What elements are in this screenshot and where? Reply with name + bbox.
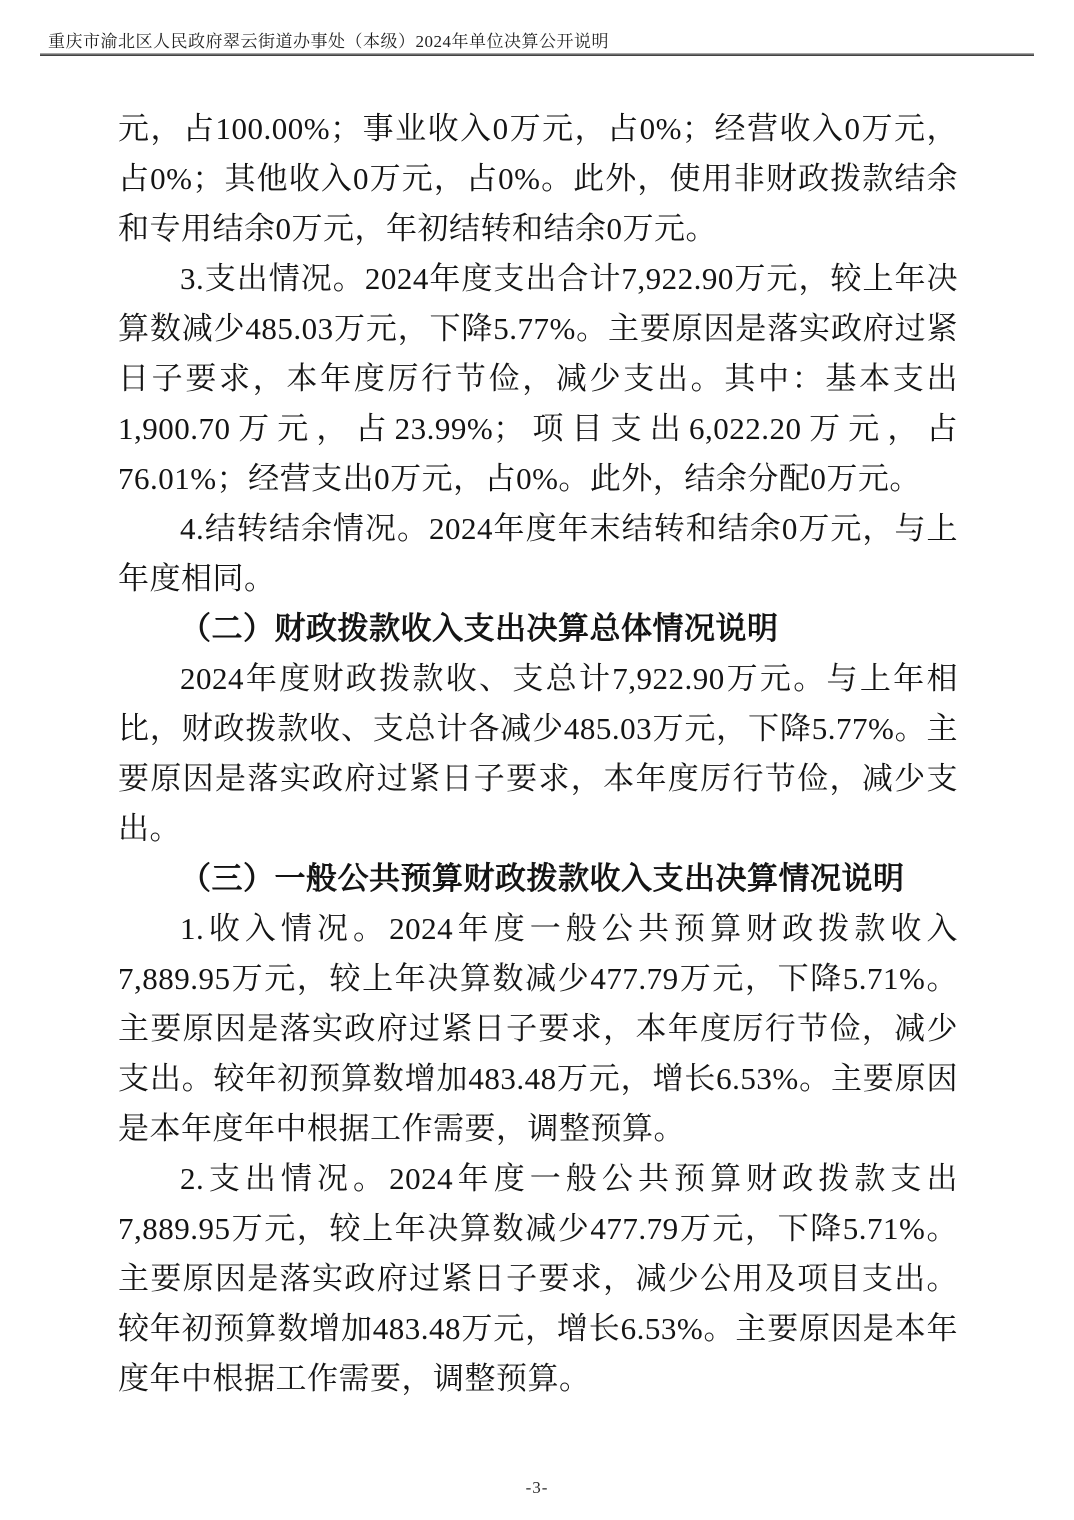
header-divider bbox=[40, 53, 1034, 56]
paragraph-general-budget-expenditure: 2.支出情况。2024年度一般公共预算财政拨款支出7,889.95万元，较上年决算数减少477.79万元，下降5.71%。主要原因是落实政府过紧日子要求，减少公用及项目支出。较年初预算数增加483.48万元，增长6.53%。主要原因是本年度年中根据工作需要，调整预算。 bbox=[118, 1161, 958, 1396]
paragraph-income-continuation: 元，占100.00%；事业收入0万元，占0%；经营收入0万元，占0%；其他收入0万元，占0%。此外，使用非财政拨款结余和专用结余0万元，年初结转和结余0万元。 bbox=[118, 111, 958, 246]
page-number: -3- bbox=[525, 1478, 549, 1497]
document-body bbox=[118, 104, 958, 1404]
header-title: 重庆市渝北区人民政府翠云街道办事处（本级）2024年单位决算公开说明 bbox=[48, 32, 609, 51]
paragraph-fiscal-appropriation-total: 2024年度财政拨款收、支总计7,922.90万元。与上年相比，财政拨款收、支总计各减少485.03万元，下降5.77%。主要原因是落实政府过紧日子要求，本年度厉行节俭，减少支出。 bbox=[118, 661, 958, 846]
heading-section-two: （二）财政拨款收入支出决算总体情况说明 bbox=[180, 611, 779, 646]
heading-section-three: （三）一般公共预算财政拨款收入支出决算情况说明 bbox=[180, 861, 905, 896]
paragraph-carryover-balance: 4.结转结余情况。2024年度年末结转和结余0万元，与上年度相同。 bbox=[118, 511, 958, 596]
paragraph-general-budget-income: 1.收入情况。2024年度一般公共预算财政拨款收入7,889.95万元，较上年决算数减少477.79万元，下降5.71%。主要原因是落实政府过紧日子要求，本年度厉行节俭，减少支出。较年初预算数增加483.48万元，增长6.53%。主要原因是本年度年中根据工作需要，调整预算。 bbox=[118, 911, 958, 1146]
page-footer bbox=[0, 1478, 1074, 1498]
paragraph-expenditure-overview: 3.支出情况。2024年度支出合计7,922.90万元，较上年决算数减少485.03万元，下降5.77%。主要原因是落实政府过紧日子要求，本年度厉行节俭，减少支出。其中：基本支出1,900.70万元，占23.99%；项目支出6,022.20万元，占76.01%；经营支出0万元，占0%。此外，结余分配0万元。 bbox=[118, 261, 958, 496]
